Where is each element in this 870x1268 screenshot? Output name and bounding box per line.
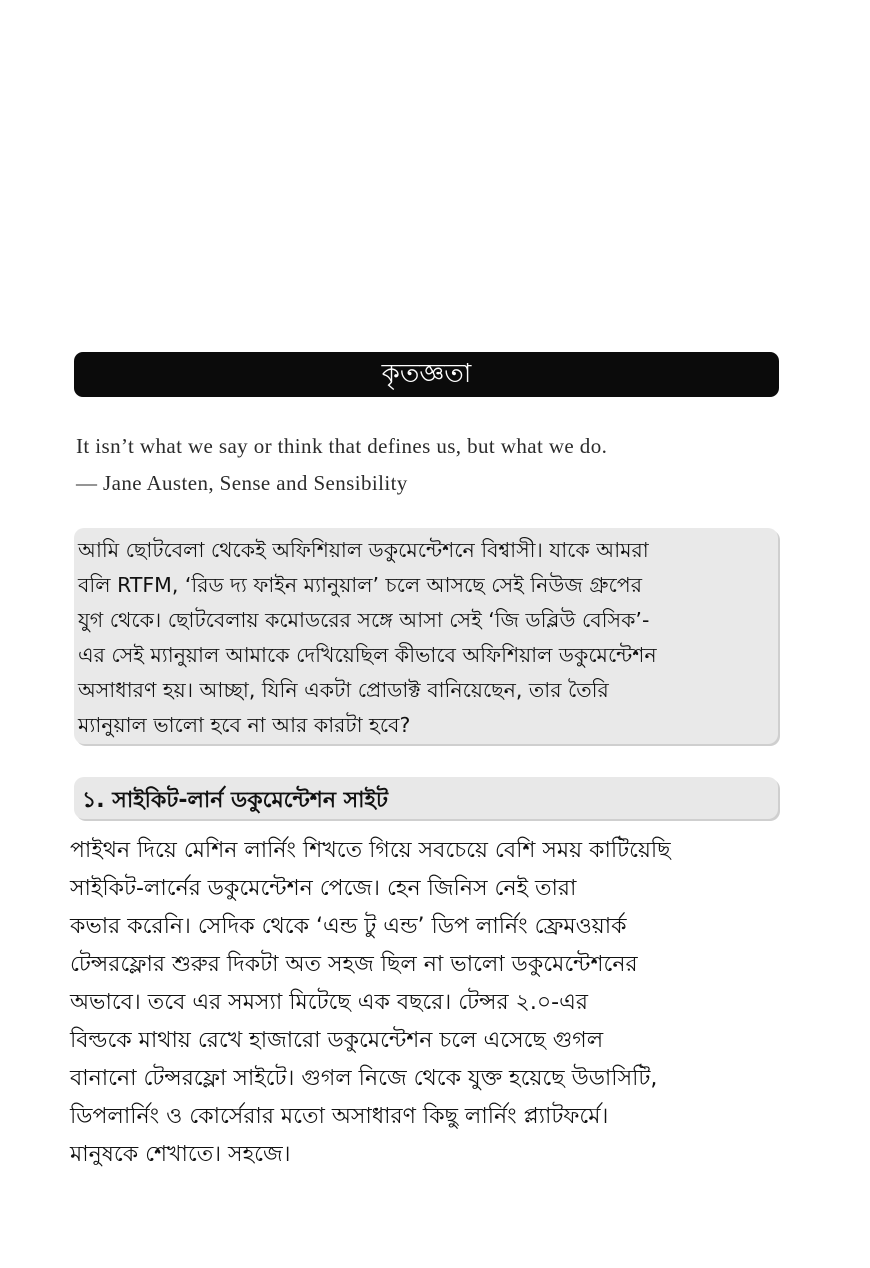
- body-line: টেন্সরফ্লোর শুরুর দিকটা অত সহজ ছিল না ভালো ডকুমেন্টেশনের: [70, 952, 638, 977]
- epigraph-quote: It isn’t what we say or think that defines us, but what we do.: [76, 434, 608, 458]
- intro-line: যুগ থেকে। ছোটবেলায় কমোডরের সঙ্গে আসা সেই ‘জি ডব্লিউ বেসিক’-: [78, 608, 650, 632]
- chapter-title-bar: [74, 352, 779, 397]
- chapter-title: কৃতজ্ঞতা: [381, 358, 472, 389]
- body-line: অভাবে। তবে এর সমস্যা মিটেছে এক বছরে। টেন্সর ২.০-এর: [70, 990, 588, 1015]
- intro-line: অসাধারণ হয়। আচ্ছা, যিনি একটা প্রোডাক্ট বানিয়েছেন, তার তৈরি: [78, 678, 609, 702]
- intro-line: ম্যানুয়াল ভালো হবে না আর কারটা হবে?: [78, 713, 411, 737]
- body-line: বিল্ডকে মাথায় রেখে হাজারো ডকুমেন্টেশন চলে এসেছে গুগল: [70, 1028, 604, 1053]
- intro-line: আমি ছোটবেলা থেকেই অফিশিয়াল ডকুমেন্টেশনে বিশ্বাসী। যাকে আমরা: [78, 538, 649, 562]
- body-line: বানানো টেন্সরফ্লো সাইটে। গুগল নিজে থেকে যুক্ত হয়েছে উডাসিটি,: [70, 1066, 658, 1091]
- epigraph-attribution: — Jane Austen, Sense and Sensibility: [76, 471, 408, 495]
- body-line: পাইথন দিয়ে মেশিন লার্নিং শিখতে গিয়ে সবচেয়ে বেশি সময় কাটিয়েছি: [70, 838, 671, 863]
- intro-line: বলি RTFM, ‘রিড দ্য ফাইন ম্যানুয়াল’ চলে আসছে সেই নিউজ গ্রুপের: [78, 573, 642, 597]
- body-line: কভার করেনি। সেদিক থেকে ‘এন্ড টু এন্ড’ ডিপ লার্নিং ফ্রেমওয়ার্ক: [70, 914, 627, 939]
- section-heading: ১. সাইকিট-লার্ন ডকুমেন্টেশন সাইট: [82, 788, 388, 813]
- intro-line: এর সেই ম্যানুয়াল আমাকে দেখিয়েছিল কীভাবে অফিশিয়াল ডকুমেন্টেশন: [78, 643, 657, 667]
- body-line: সাইকিট-লার্নের ডকুমেন্টেশন পেজে। হেন জিনিস নেই তারা: [70, 876, 577, 901]
- body-line: ডিপলার্নিং ও কোর্সেরার মতো অসাধারণ কিছু লার্নিং প্ল্যাটফর্মে।: [70, 1104, 609, 1129]
- body-line: মানুষকে শেখাতে। সহজে।: [70, 1142, 291, 1167]
